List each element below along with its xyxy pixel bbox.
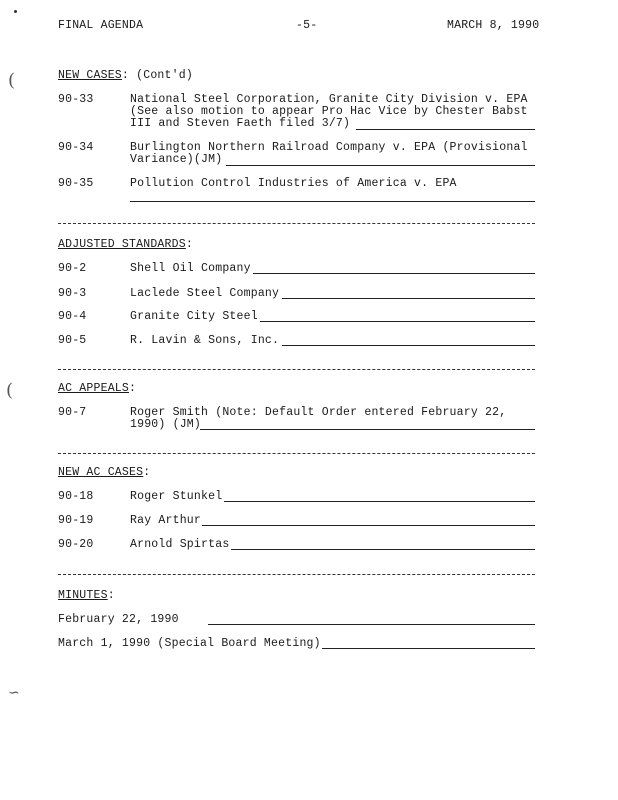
section-heading-label: AC APPEALS [58, 382, 130, 395]
section-heading-ac-appeals [58, 382, 136, 395]
case-line: 1990) (JM) [130, 418, 202, 431]
case-number: 90-19 [58, 514, 94, 527]
section-heading-label: ADJUSTED STANDARDS [58, 238, 186, 251]
case-line: (See also motion to appear Pro Hac Vice by Chester Babst [130, 105, 528, 118]
signature-line [356, 129, 535, 130]
section-heading-new-cases [58, 69, 193, 82]
section-divider [58, 453, 535, 454]
case-number: 90-7 [58, 406, 87, 419]
case-number: 90-35 [58, 177, 94, 190]
section-divider [58, 223, 535, 224]
minutes-entry: March 1, 1990 (Special Board Meeting) [58, 637, 321, 650]
case-number: 90-2 [58, 262, 87, 275]
section-heading-suffix: : [129, 382, 137, 395]
signature-line [200, 429, 535, 430]
scan-speck [14, 10, 17, 13]
section-heading-suffix: : [107, 589, 115, 602]
case-number: 90-3 [58, 287, 87, 300]
case-line: R. Lavin & Sons, Inc. [130, 334, 280, 347]
margin-mark: ( [8, 70, 16, 91]
case-line: Shell Oil Company [130, 262, 251, 275]
case-line: Variance)(JM) [130, 153, 223, 166]
section-divider [58, 574, 535, 575]
case-line: Arnold Spirtas [130, 538, 230, 551]
case-line: National Steel Corporation, Granite City Division v. EPA [130, 93, 528, 106]
case-number: 90-4 [58, 310, 87, 323]
case-number: 90-34 [58, 141, 94, 154]
signature-line [253, 273, 535, 274]
case-line: Ray Arthur [130, 514, 202, 527]
signature-line [322, 648, 535, 649]
case-line: Granite City Steel [130, 310, 258, 323]
case-line: Laclede Steel Company [130, 287, 280, 300]
case-line: III and Steven Faeth filed 3/7) [130, 117, 351, 130]
header-date: MARCH 8, 1990 [447, 19, 540, 32]
section-heading-minutes [58, 589, 115, 602]
section-heading-suffix: : [185, 238, 193, 251]
section-heading-adjusted-standards [58, 238, 193, 251]
case-number: 90-33 [58, 93, 94, 106]
case-number: 90-20 [58, 538, 94, 551]
signature-line [226, 165, 535, 166]
signature-line [224, 501, 535, 502]
signature-line [260, 321, 535, 322]
signature-line [282, 298, 535, 299]
minutes-entry: February 22, 1990 [58, 613, 179, 626]
signature-line [208, 624, 535, 625]
section-heading-label: MINUTES [58, 589, 108, 602]
margin-mark: ∽ [8, 685, 20, 701]
section-divider [58, 369, 535, 370]
section-heading-new-ac-cases [58, 466, 150, 479]
case-line: Roger Stunkel [130, 490, 223, 503]
case-line: Pollution Control Industries of America v. EPA [130, 177, 457, 190]
signature-line [202, 525, 535, 526]
margin-mark: ( [6, 380, 14, 401]
section-heading-suffix: : (Cont'd) [121, 69, 193, 82]
section-heading-label: NEW CASES [58, 69, 122, 82]
header-title: FINAL AGENDA [58, 19, 144, 32]
case-number: 90-18 [58, 490, 94, 503]
section-heading-label: NEW AC CASES [58, 466, 144, 479]
case-line: Burlington Northern Railroad Company v. EPA (Provisional [130, 141, 528, 154]
case-number: 90-5 [58, 334, 87, 347]
section-heading-suffix: : [143, 466, 151, 479]
signature-line [231, 549, 535, 550]
case-line: Roger Smith (Note: Default Order entered February 22, [130, 406, 507, 419]
signature-line [130, 201, 535, 202]
signature-line [282, 345, 535, 346]
page-number: -5- [296, 19, 318, 32]
